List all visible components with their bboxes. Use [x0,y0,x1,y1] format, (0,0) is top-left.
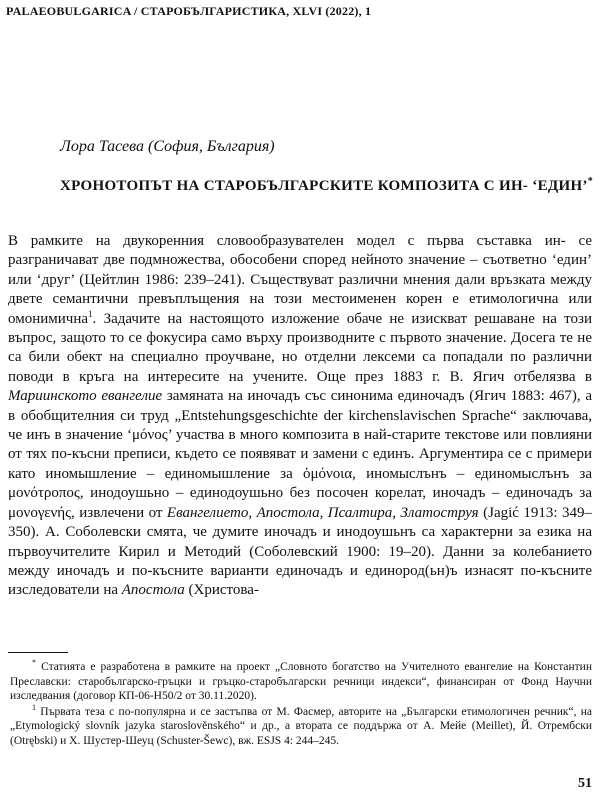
article-title [60,176,594,195]
running-head: PALAEOBULGARICA / СТАРОБЪЛГАРИСТИКА, XLVI (2022), 1 [6,4,372,18]
article-author: Лора Тасева (София, България) [60,138,275,155]
footnote-star-marker: * [32,658,36,668]
body-text [8,232,592,601]
footnotes [10,660,592,750]
body-segment-3: замяната на иночадъ със синонима единочадъ (Ягич 1883: 467), а в обобщителния си труд „Entstehungsgeschichte der kirchenslavischen Sprache“ заключава, че инъ в значение ‘μόνος’ участва в много композита в най-старите текстове или повлияни от тях по-късни преписи, където се появяват и замени с единъ. Аргументира се с примери като иномышлениe – единомышлениe за ὁμόνοια, иномыслънъ – единомыслънъ за μονότροπος, инодоушьно – единодоушьно без посочен корелат, иночадъ – единочадъ за μονογενής, извлечени от [8,388,592,521]
italic-title-mariinsko: Мариинското евангелие [8,388,163,405]
footnote-1-marker: 1 [32,702,36,712]
footnote-star-text: Статията е разработена в рамките на проект „Словното богатство на Учителното евангелие на Константин Преславски: старобългарско-гръцки и гръцко-старобългарски речници индекси“, финансиран от Фонд Научни изследвания (договор КП-06-Н50/2 от 30.11.2020). [10,661,592,703]
title-footnote-marker: * [587,176,594,187]
body-paragraph [8,232,592,601]
footnote-star [10,660,592,704]
body-segment-4: (Jagić 1913: 349–350). А. Соболевски смята, че думите иночадъ и инодоушьнъ са характерни за езика на първоучителите Кирил и Методий (Соболевский 1900: 19–20). Данни за колебанието между иночадъ и по-късните варианти единочадъ и единород(ьн)ъ изнасят по-късните изследователи на [8,504,592,599]
body-segment-5: (Христова- [184,582,259,599]
body-segment-1: В рамките на двукоренния словообразувателен модел с първа съставка ин- се разграничават две подмножества, обособени според нейното значение – съответно ‘един’ или ‘друг’ (Цейтлин 1986: 239–241). Съществуват различни мнения дали връзката между двете семантични превъплъщения на този местоименен корен е етимологична или омонимична [8,233,592,327]
footnote-1 [10,702,592,749]
body-segment-2: . Задачите на настоящото изложение обаче не изискват решаване на този въпрос, защото то се фокусира само върху производните с първото значение. Досега те не са били обект на специално проучване, но отделни лексеми са попадали по различни поводи в кръга на интересите на учените. Още през 1883 г. В. Ягич отбелязва в [8,310,592,385]
footnote-ref-1: 1 [88,308,93,319]
article-title-text: ХРОНОТОПЪТ НА СТАРОБЪЛГАРСКИТЕ КОМПОЗИТА С ИН- ‘ЕДИН’ [60,178,588,194]
italic-sources-list: Евангелието, Апостола, Псалтира, Златоструя [166,504,479,521]
footnote-separator [8,652,68,653]
page-number: 51 [578,776,592,791]
italic-title-apostola: Апостола [121,582,185,599]
footnote-1-text: Първата теза с по-популярна и се застъпва от М. Фасмер, авторите на „Български етимологичен речник“, на „Etymologický slovník jazyka staroslověnského“ и др., а втората се поддържа от А. Мейе (Meillet), Й. Отрембски (Otrębski) и Х. Шустер-Шеуц (Schuster-Šewc), вж. ESJS 4: 244–245. [10,705,592,747]
